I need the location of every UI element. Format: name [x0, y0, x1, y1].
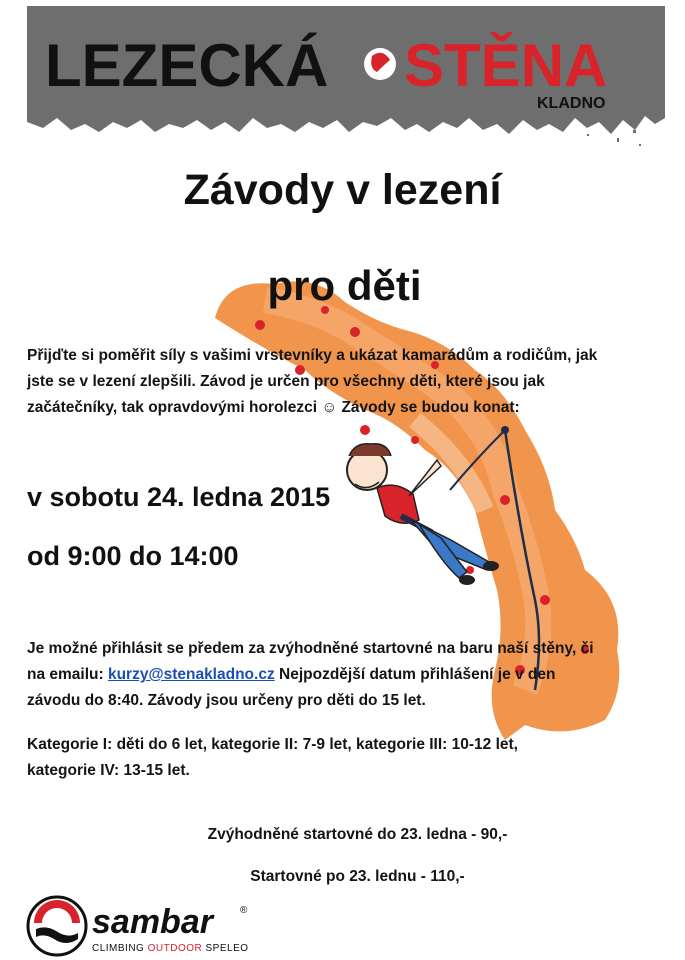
intro-line: začátečníky, tak opravdovými horolezci ☺ Závody se budou konat:: [27, 399, 520, 416]
intro-line: jste se v lezení zlepšili. Závod je určen pro všechny děti, které jsou jak: [27, 373, 545, 390]
intro-paragraph: [27, 343, 662, 421]
sponsor-name: sambar: [92, 903, 213, 941]
sambar-logo: [26, 895, 266, 957]
registration-label: na emailu:: [27, 666, 108, 683]
registered-mark: ®: [240, 905, 248, 916]
brand-city: KLADNO: [537, 95, 606, 112]
intro-line: Přijďte si poměřit síly s vašimi vrstevníky a ukázat kamarádům a rodičům, jak: [27, 347, 598, 364]
early-price: Zvýhodněné startovné do 23. ledna - 90,-: [207, 826, 508, 843]
email-link[interactable]: kurzy@stenakladno.cz: [107, 666, 275, 683]
registration-paragraph: [27, 636, 662, 714]
categories-line: kategorie IV: 13-15 let.: [27, 762, 190, 779]
page-subtitle: pro děti: [267, 262, 422, 309]
header-banner: [27, 6, 665, 154]
tagline-outdoor: OUTDOOR: [147, 943, 203, 954]
registration-deadline: Nejpozdější datum přihlášení je v den: [274, 666, 556, 683]
event-time: od 9:00 do 14:00: [27, 541, 239, 571]
brand-right: STĚNA: [404, 32, 608, 99]
registration-line: [27, 662, 662, 688]
registration-line: závodu do 8:40. Závody jsou určeny pro děti do 15 let.: [27, 692, 426, 709]
sambar-emblem-icon: [28, 897, 86, 955]
sponsor-tagline: [92, 943, 249, 954]
page-title: Závody v lezení: [183, 166, 502, 214]
categories-line: Kategorie I: děti do 6 let, kategorie II: 7-9 let, kategorie III: 10-12 let,: [27, 736, 518, 753]
categories-paragraph: [27, 732, 662, 784]
brand-left: LEZECKÁ: [45, 32, 329, 99]
event-date: v sobotu 24. ledna 2015: [27, 482, 331, 512]
registration-line: Je možné přihlásit se předem za zvýhodněné startovné na baru naší stěny, či: [27, 640, 594, 657]
tagline-climbing: CLIMBING: [92, 943, 148, 954]
late-price: Startovné po 23. lednu - 110,-: [250, 868, 465, 885]
tagline-speleo: SPELEO: [202, 943, 249, 954]
hold-logo-icon: [364, 48, 396, 80]
